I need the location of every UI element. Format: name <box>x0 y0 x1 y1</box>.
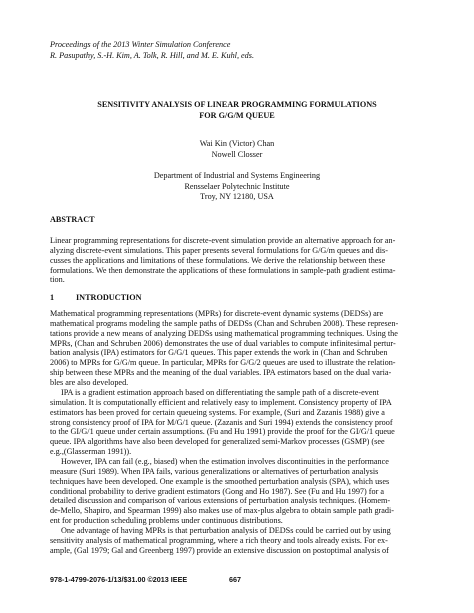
text-line: alyzing discrete-event simulations. This paper presents several formulations for G/G/m queues and dis- <box>50 245 388 255</box>
intro-paragraph-4 <box>50 526 424 556</box>
intro-paragraph-1 <box>50 309 424 388</box>
text-line: ship between these MPRs and the meaning of the dual variables. IPA estimators based on the dual varia- <box>50 368 392 378</box>
footer-isbn: 978-1-4799-2076-1/13/$31.00 ©2013 IEEE <box>50 575 188 584</box>
section-heading <box>50 292 142 303</box>
text-line: tion. <box>50 275 65 285</box>
abstract-body <box>50 236 424 285</box>
text-line: Mathematical programming representations (MPRs) for discrete-event dynamic systems (DEDSs) are <box>50 309 384 318</box>
text-line: strong consistency proof of IPA for M/G/1 queue. (Zazanis and Suri 1994) extends the consistency proof <box>50 417 393 427</box>
paper-title <box>0 99 474 121</box>
text-line: queue. IPA algorithms have also been developed for generalized semi-Markov processes (GSMP) (see <box>50 437 385 447</box>
text-line: tations provide a new means of analyzing DEDSs using mathematical programming techniques. Using the <box>50 328 398 338</box>
text-line: estimators has been proved for certain queueing systems. For example, (Suri and Zazanis 1988) give a <box>50 407 385 417</box>
text-line: bles are also developed. <box>50 377 129 387</box>
section-number: 1 <box>50 293 55 302</box>
text-line: simulation. It is computationally efficient and relatively easy to implement. Consistency property of IPA <box>50 397 392 407</box>
text-line: conditional probability to derive gradient estimators (Gong and Ho 1987). See (Fu and Hu 1997) for a <box>50 486 385 496</box>
abstract-heading: ABSTRACT <box>50 215 95 224</box>
text-line: de-Mello, Shapiro, and Spearman 1999) also makes use of max-plus algebra to obtain sample path gradi- <box>50 506 395 516</box>
text-line: One advantage of having MPRs is that perturbation analysis of DEDSs could be carried out by using <box>61 526 391 535</box>
author-name: Nowell Closser <box>211 149 263 159</box>
section-title: INTRODUCTION <box>76 293 142 302</box>
author-list <box>0 139 474 160</box>
text-line: detailed discussion and comparison of various extensions of perturbation analysis techniques. (Homem- <box>50 496 391 506</box>
text-line: MPRs, (Chan and Schruben 2006) demonstrates the use of dual variables to compute infinitesimal pertur- <box>50 338 396 348</box>
text-line: to the GI/G/1 queue under certain assumptions. (Fu and Hu 1991) provide the proof for the GI/G/1 queue <box>50 427 395 437</box>
text-line: formulations. We then demonstrate the applications of these formulations in sample-path gradient estima- <box>50 265 396 275</box>
affiliation <box>0 171 474 203</box>
text-line: sensitivity analysis of mathematical programming, where a rich theory and tools already exists. For ex- <box>50 535 388 545</box>
proceedings-header <box>50 39 254 61</box>
text-line: bation analysis (IPA) estimators for G/G/1 queues. This paper extends the work in (Chan and Schruben <box>50 348 388 358</box>
text-line: cusses the applications and limitations of these formulations. We derive the relationship between these <box>50 255 386 265</box>
intro-paragraph-2 <box>50 388 424 457</box>
text-line: mathematical programs modeling the sample paths of DEDSs (Chan and Schruben 2008). These represen- <box>50 318 399 328</box>
text-line: Linear programming representations for discrete-event simulation provide an alternative approach for an- <box>50 236 396 245</box>
affiliation-line: Troy, NY 12180, USA <box>200 192 274 201</box>
text-line: ent for production scheduling problems under continuous distributions. <box>50 516 283 526</box>
page-number: 667 <box>229 575 241 584</box>
text-line: 2006) to MPRs for G/G/m queue. In particular, MPRs for G/G/2 queues are used to illustrate the relation- <box>50 358 396 368</box>
intro-paragraph-3 <box>50 457 424 526</box>
author-name: Wai Kin (Victor) Chan <box>199 139 275 148</box>
editors-line: R. Pasupathy, S.-H. Kim, A. Tolk, R. Hill, and M. E. Kuhl, eds. <box>50 51 255 60</box>
title-line: SENSITIVITY ANALYSIS OF LINEAR PROGRAMMING FORMULATIONS <box>97 100 377 109</box>
text-line: However, IPA can fail (e.g., biased) when the estimation involves discontinuities in the performance <box>61 457 389 466</box>
proceedings-line: Proceedings of the 2013 Winter Simulation Conference <box>50 40 231 49</box>
text-line: measure (Suri 1989). When IPA fails, various generalizations or alternatives of perturbation analysis <box>50 466 379 476</box>
text-line: IPA is a gradient estimation approach based on differentiating the sample path of a discrete-event <box>61 388 379 397</box>
affiliation-line: Department of Industrial and Systems Engineering <box>153 171 321 180</box>
text-line: e.g.,(Glasserman 1991)). <box>50 447 132 457</box>
title-line: FOR G/G/M QUEUE <box>199 111 275 120</box>
affiliation-line: Rensselaer Polytechnic Institute <box>184 181 290 191</box>
text-line: techniques have been developed. One example is the smoothed perturbation analysis (SPA), which uses <box>50 476 390 486</box>
text-line: ample, (Gal 1979; Gal and Greenberg 1997) provide an extensive discussion on postoptimal analysis of <box>50 545 389 555</box>
